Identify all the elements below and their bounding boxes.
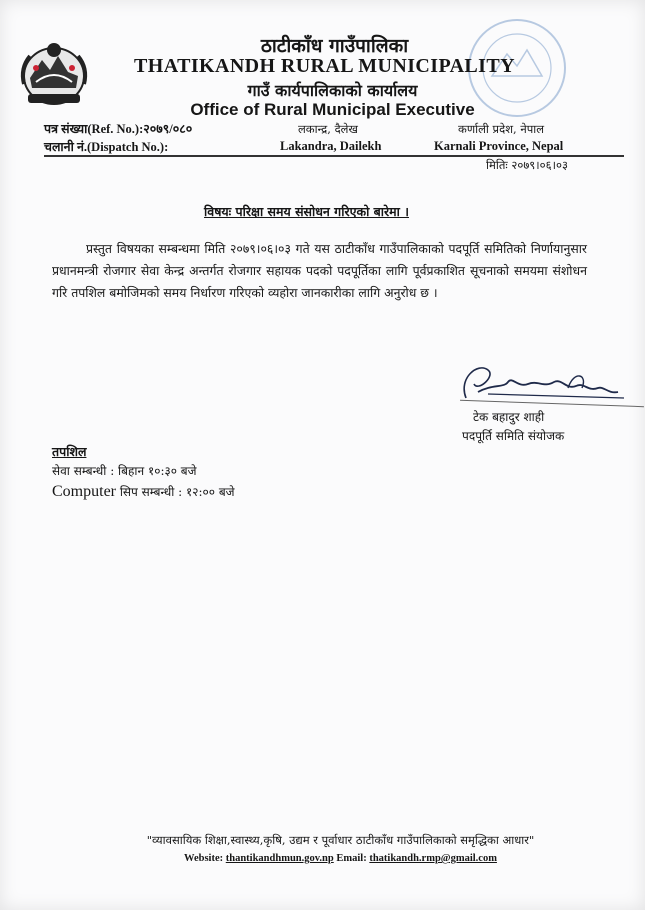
header-divider bbox=[44, 155, 624, 157]
footer-motto: "व्यावसायिक शिक्षा,स्वास्थ्य,कृषि, उद्यम र पूर्वाधार ठाटीकाँध गाउँपालिकाको समृद्धिका आधार" bbox=[146, 833, 535, 847]
website-link[interactable]: thantikandhmun.gov.np bbox=[225, 853, 334, 864]
details-line-service: सेवा सम्बन्धी : बिहान १०:३० बजे bbox=[52, 464, 197, 478]
signer-name: टेक बहादुर शाही bbox=[473, 410, 545, 424]
footer-contact bbox=[0, 853, 645, 864]
province-nepali: कर्णाली प्रदेश, नेपाल bbox=[458, 122, 545, 136]
municipality-name-english: THATIKANDH RURAL MUNICIPALITY bbox=[134, 55, 515, 77]
signer-title: पदपूर्ति समिति संयोजक bbox=[462, 429, 565, 443]
website-label: Website: bbox=[184, 853, 224, 864]
location-nepali: लकान्द्र, दैलेख bbox=[298, 122, 358, 136]
details-heading: तपशिल bbox=[52, 444, 87, 459]
computer-label: Computer bbox=[52, 483, 116, 500]
reference-number: पत्र संख्या(Ref. No.):२०७९/०८० bbox=[44, 122, 193, 136]
email-label: Email: bbox=[336, 853, 367, 864]
office-name-nepali: गाउँ कार्यपालिकाको कार्यालय bbox=[247, 81, 418, 100]
location-english: Lakandra, Dailekh bbox=[280, 139, 382, 153]
computer-time: सिप सम्बन्धी : १२:०० बजे bbox=[116, 485, 235, 499]
letter-date: मितिः २०७९।०६।०३ bbox=[486, 158, 568, 172]
email-link[interactable]: thatikandh.rmp@gmail.com bbox=[369, 853, 497, 864]
details-line-computer bbox=[52, 483, 235, 501]
province-english: Karnali Province, Nepal bbox=[434, 139, 564, 153]
letter-body: प्रस्तुत विषयका सम्बन्धमा मिति २०७९।०६।०३ गते यस ठाटीकाँध गाउँपालिकाको पदपूर्ति समितिको निर्णायानुसार प्रधानमन्त्री रोजगार सेवा केन्द्र अन्तर्गत रोजगार सहायक पदको पदपूर्तिका लागि पूर्वप्रकाशित सूचनाको समयमा संशोधन गरि तपशिल बमोजिमको समय निर्धारण गरिएको व्यहोरा जानकारीका लागि अनुरोध छ । bbox=[52, 241, 587, 300]
dispatch-number: चलानी नं.(Dispatch No.): bbox=[44, 140, 169, 154]
letter-subject: विषयः परिक्षा समय संसोधन गरिएको बारेमा । bbox=[204, 204, 409, 219]
municipality-name-nepali: ठाटीकाँध गाउँपालिका bbox=[260, 35, 409, 57]
office-name-english: Office of Rural Municipal Executive bbox=[190, 100, 475, 119]
